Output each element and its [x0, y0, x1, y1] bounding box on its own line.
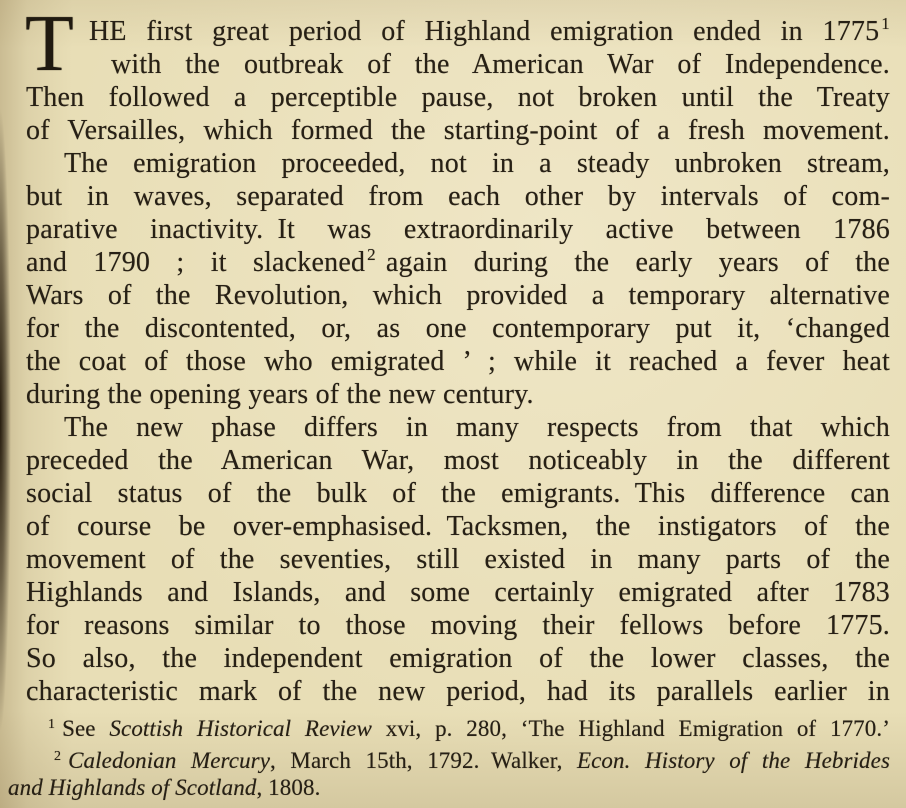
line-text: HE first great period of Highland emigration ended in 1775	[89, 16, 880, 47]
footnote-marker-1: 1	[48, 717, 56, 732]
footnote-work-title: Caledonian Mercury	[68, 748, 271, 773]
drop-cap-letter: T	[25, 0, 74, 88]
text-line: social status of the bulk of the emigrants. This difference can	[26, 478, 890, 509]
text-line: Highlands and Islands, and some certainly emigrated after 1783	[26, 577, 890, 608]
text-line	[89, 15, 890, 49]
footnote-work-title: and Highlands of Scotland	[8, 775, 257, 800]
footnote-text: , 1808.	[256, 775, 321, 800]
text-line: movement of the seventies, still existed in many parts of the	[26, 544, 890, 575]
footnote-text: , March 15th, 1792. Walker,	[270, 748, 577, 773]
line-text: and 1790 ; it slackened	[26, 247, 366, 278]
text-line: The emigration proceeded, not in a steady unbroken stream,	[64, 148, 890, 179]
footnote-line-1	[26, 713, 890, 745]
footnote-text: xvi, p. 280, ‘The Highland Emigration of 1770.’	[371, 716, 890, 741]
footnote-work-title: Econ. History of the Hebrides	[576, 748, 890, 773]
text-line: for the discontented, or, as one contemporary put it, ‘changed	[26, 313, 890, 344]
text-line	[26, 246, 890, 280]
text-line: for reasons similar to those moving their fellows before 1775.	[26, 610, 890, 641]
text-line: of Versailles, which formed the starting-point of a fresh movement.	[26, 115, 890, 146]
text-line: Then followed a perceptible pause, not broken until the Treaty	[26, 82, 890, 113]
text-line: during the opening years of the new century.	[26, 379, 534, 410]
text-line: of course be over-emphasised. Tacksmen, the instigators of the	[26, 511, 890, 542]
text-line: The new phase differs in many respects from that which	[64, 412, 890, 443]
text-line: the coat of those who emigrated ’ ; while it reached a fever heat	[26, 346, 890, 377]
text-line: preceded the American War, most noticeably in the different	[26, 445, 890, 476]
text-line: So also, the independent emigration of the lower classes, the	[26, 643, 890, 674]
footnote-marker-2: 2	[54, 749, 62, 764]
text-line: characteristic mark of the new period, had its parallels earlier in	[26, 676, 890, 707]
footnote-work-title: Scottish Historical Review	[109, 716, 372, 741]
footnote-ref-2: 2	[367, 245, 376, 264]
footnote-text: See	[62, 716, 110, 741]
text-line: with the outbreak of the American War of Independence.	[111, 49, 890, 80]
footnote-ref-1: 1	[881, 14, 890, 33]
line-text: again during the early years of the	[385, 247, 890, 278]
footnote-line-3	[8, 772, 890, 804]
text-line: but in waves, separated from each other by intervals of com-	[26, 181, 890, 212]
text-line: parative inactivity. It was extraordinarily active between 1786	[26, 214, 890, 245]
text-line: Wars of the Revolution, which provided a temporary alternative	[26, 280, 890, 311]
